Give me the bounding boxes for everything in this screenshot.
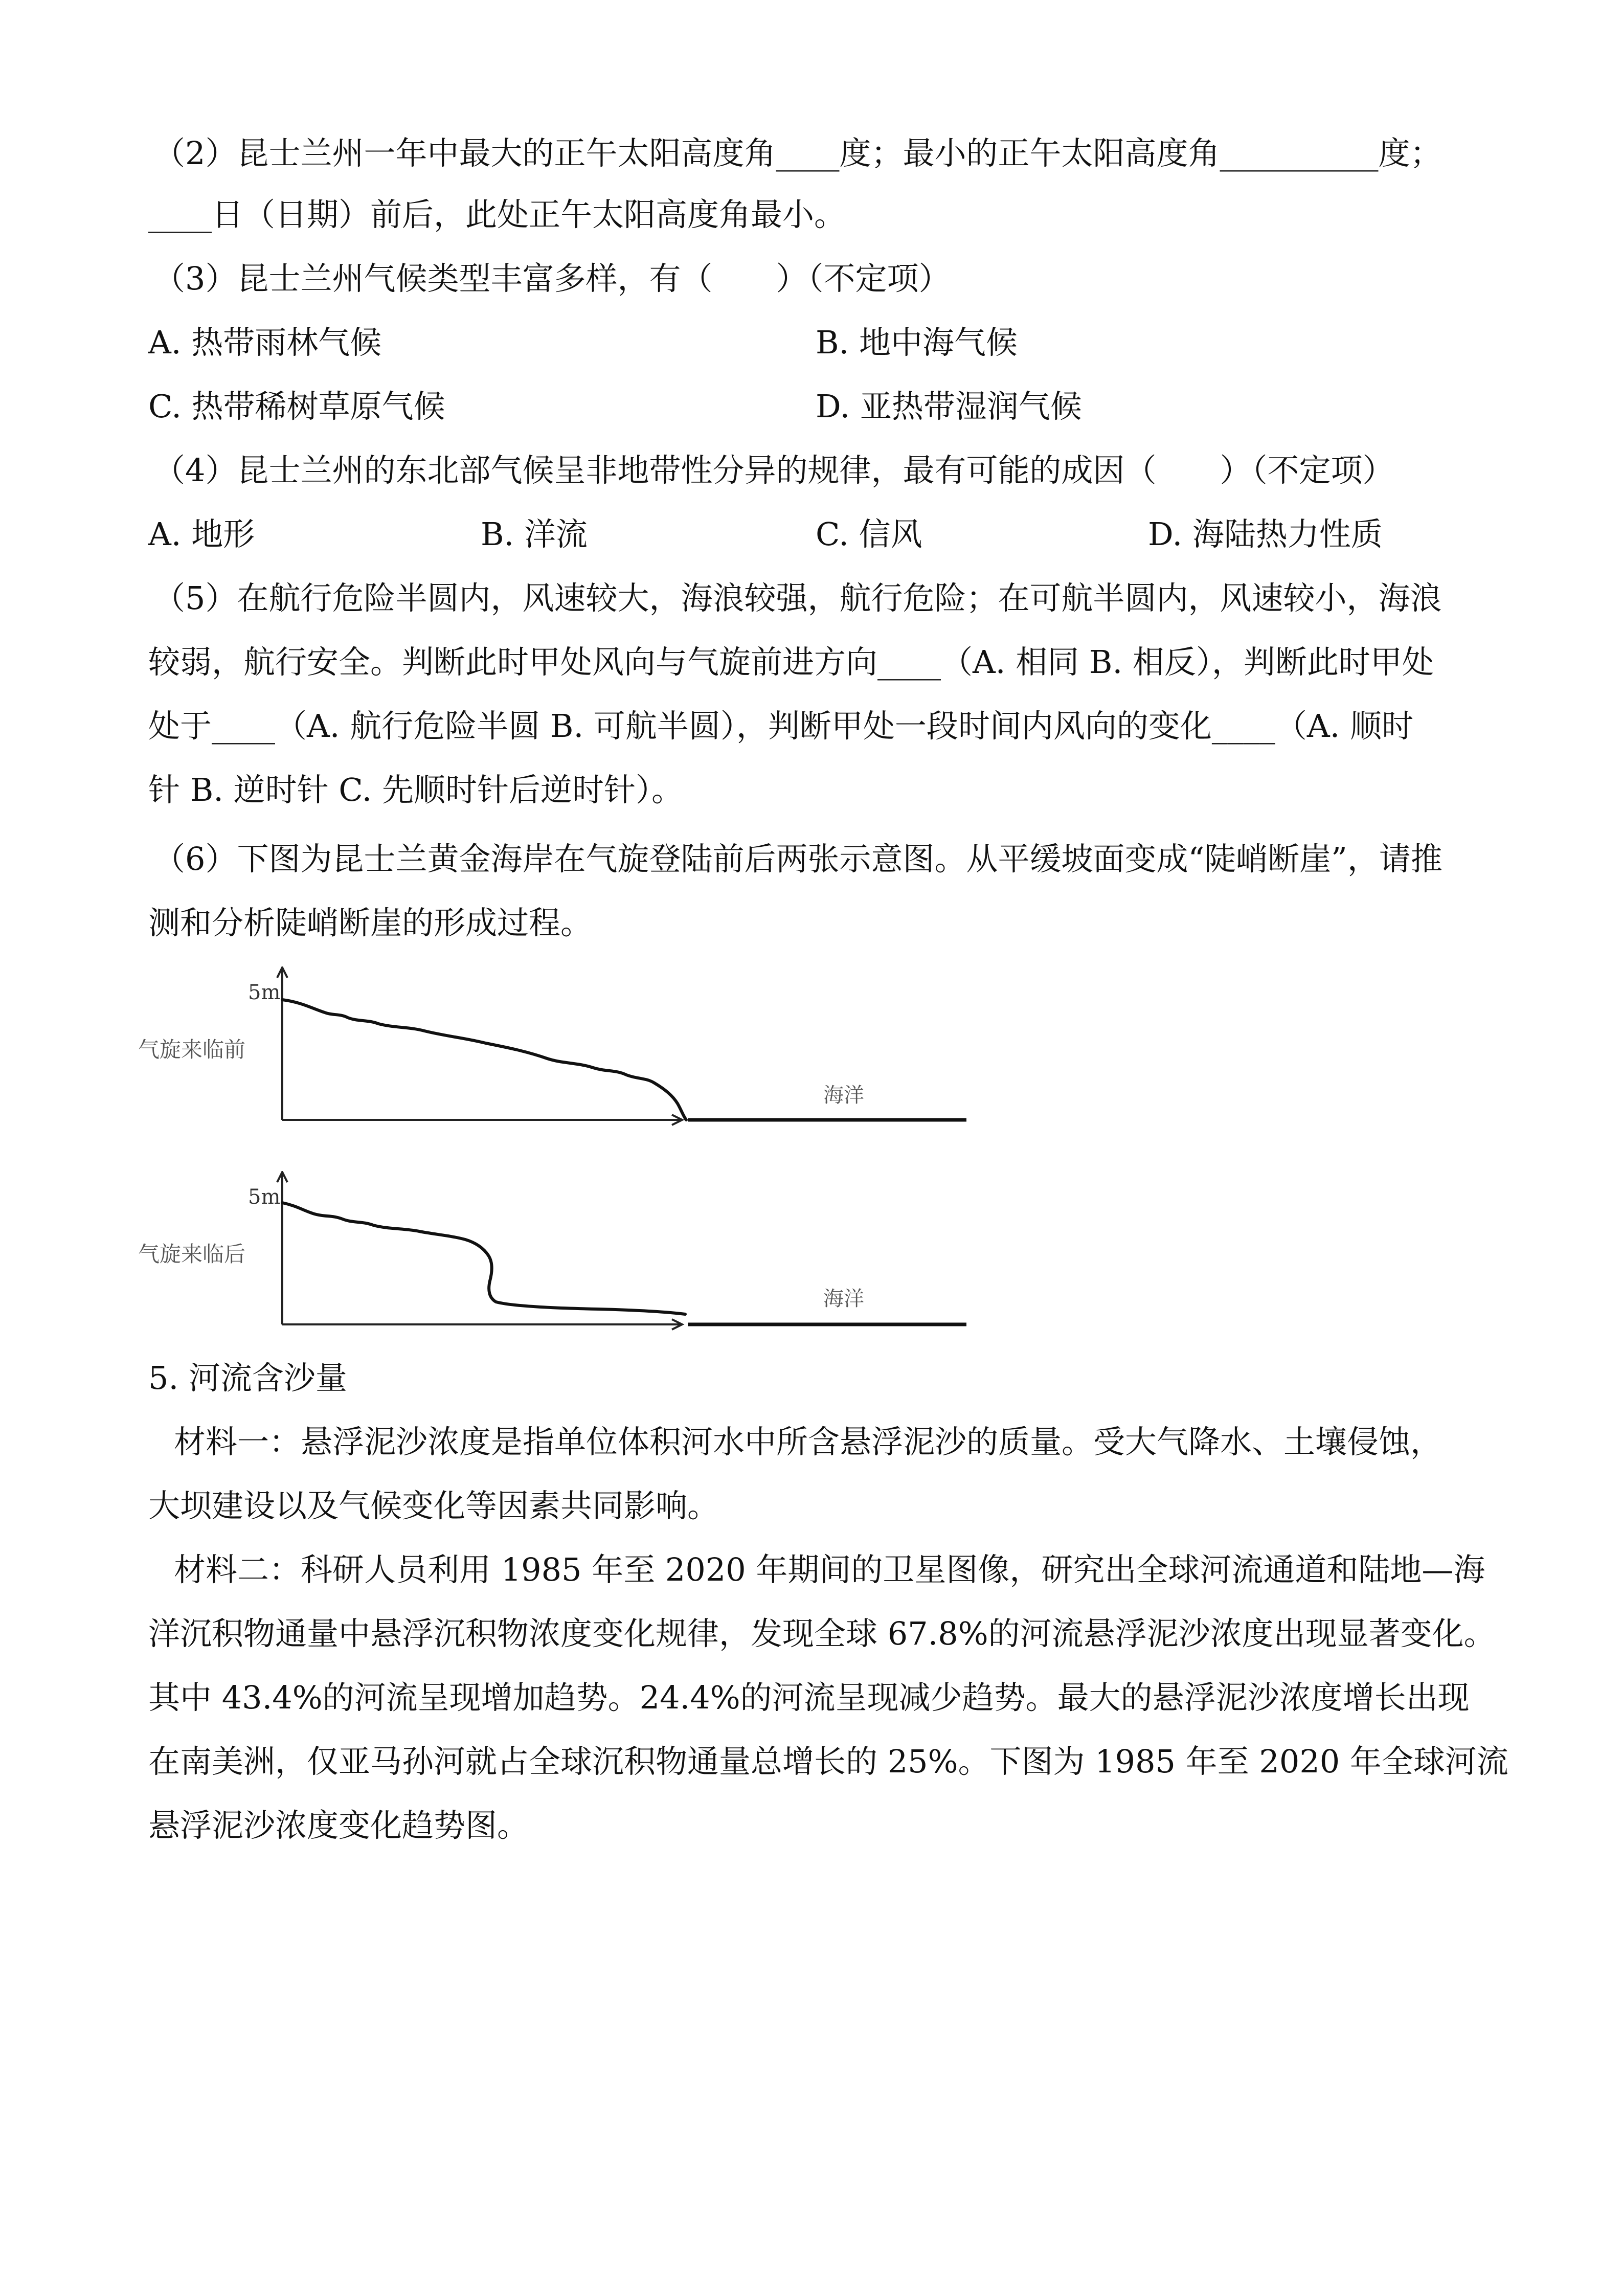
before-label: 气旋来临前 bbox=[138, 1037, 246, 1062]
ocean-label-before: 海洋 bbox=[823, 1084, 864, 1107]
material2-line-3: 其中 43.4%的河流呈现增加趋势。24.4%的河流呈现减少趋势。最大的悬浮泥沙浓度增长出现 bbox=[148, 1679, 1470, 1716]
q6-line-2: 测和分析陡峭断崖的形成过程。 bbox=[148, 904, 593, 941]
q3-stem: （3）昆士兰州气候类型丰富多样，有（ ）（不定项） bbox=[153, 260, 951, 297]
q6-line-1: （6）下图为昆士兰黄金海岸在气旋登陆前后两张示意图。从平缓坡面变成“陡峭断崖”，请推 bbox=[153, 840, 1442, 877]
material1-line-1: 材料一：悬浮泥沙浓度是指单位体积河水中所含悬浮泥沙的质量。受大气降水、土壤侵蚀， bbox=[174, 1423, 1442, 1460]
coast-profile-after bbox=[138, 1171, 1007, 1340]
section-5-title: 5. 河流含沙量 bbox=[148, 1359, 347, 1397]
height-tick-after: 5m bbox=[248, 1185, 281, 1209]
q5-line-2: 较弱，航行安全。判断此时甲处风向与气旋前进方向____（A. 相同 B. 相反），判断此时甲处 bbox=[148, 643, 1434, 681]
material2-line-5: 悬浮泥沙浓度变化趋势图。 bbox=[148, 1807, 529, 1844]
ocean-label-after: 海洋 bbox=[823, 1287, 864, 1311]
height-tick-before: 5m bbox=[248, 981, 281, 1004]
material2-line-2: 洋沉积物通量中悬浮沉积物浓度变化规律，发现全球 67.8%的河流悬浮泥沙浓度出现显著变化。 bbox=[148, 1615, 1496, 1652]
after-label: 气旋来临后 bbox=[138, 1242, 246, 1267]
q3-option-b: B. 地中海气候 bbox=[816, 324, 1018, 361]
material2-line-4: 在南美洲，仅亚马孙河就占全球沉积物通量总增长的 25%。下图为 1985 年至 2020 年全球河流 bbox=[148, 1743, 1508, 1780]
q4-stem: （4）昆士兰州的东北部气候呈非地带性分异的规律，最有可能的成因（ ）（不定项） bbox=[153, 452, 1394, 489]
q2-line-1: （2）昆士兰州一年中最大的正午太阳高度角____度；最小的正午太阳高度角__________度； bbox=[153, 134, 1442, 172]
q3-option-a: A. 热带雨林气候 bbox=[148, 324, 382, 361]
q5-line-1: （5）在航行危险半圆内，风速较大，海浪较强，航行危险；在可航半圆内，风速较小，海浪 bbox=[153, 579, 1442, 617]
q4-option-a: A. 地形 bbox=[148, 515, 255, 553]
q4-option-b: B. 洋流 bbox=[481, 515, 588, 553]
material1-line-2: 大坝建设以及气候变化等因素共同影响。 bbox=[148, 1487, 719, 1524]
q4-option-c: C. 信风 bbox=[816, 515, 922, 553]
q4-option-d: D. 海陆热力性质 bbox=[1148, 515, 1383, 553]
coast-profile-before bbox=[138, 966, 1007, 1135]
q3-option-c: C. 热带稀树草原气候 bbox=[148, 388, 445, 425]
material2-line-1: 材料二：科研人员利用 1985 年至 2020 年期间的卫星图像，研究出全球河流通道和陆地—海 bbox=[174, 1551, 1485, 1588]
q2-line-2: ____日（日期）前后，此处正午太阳高度角最小。 bbox=[148, 196, 846, 233]
q3-option-d: D. 亚热带湿润气候 bbox=[816, 388, 1082, 425]
q5-line-3: 处于____（A. 航行危险半圆 B. 可航半圆），判断甲处一段时间内风向的变化____（A. 顺时 bbox=[148, 707, 1414, 745]
q5-line-4: 针 B. 逆时针 C. 先顺时针后逆时针）。 bbox=[148, 771, 684, 808]
